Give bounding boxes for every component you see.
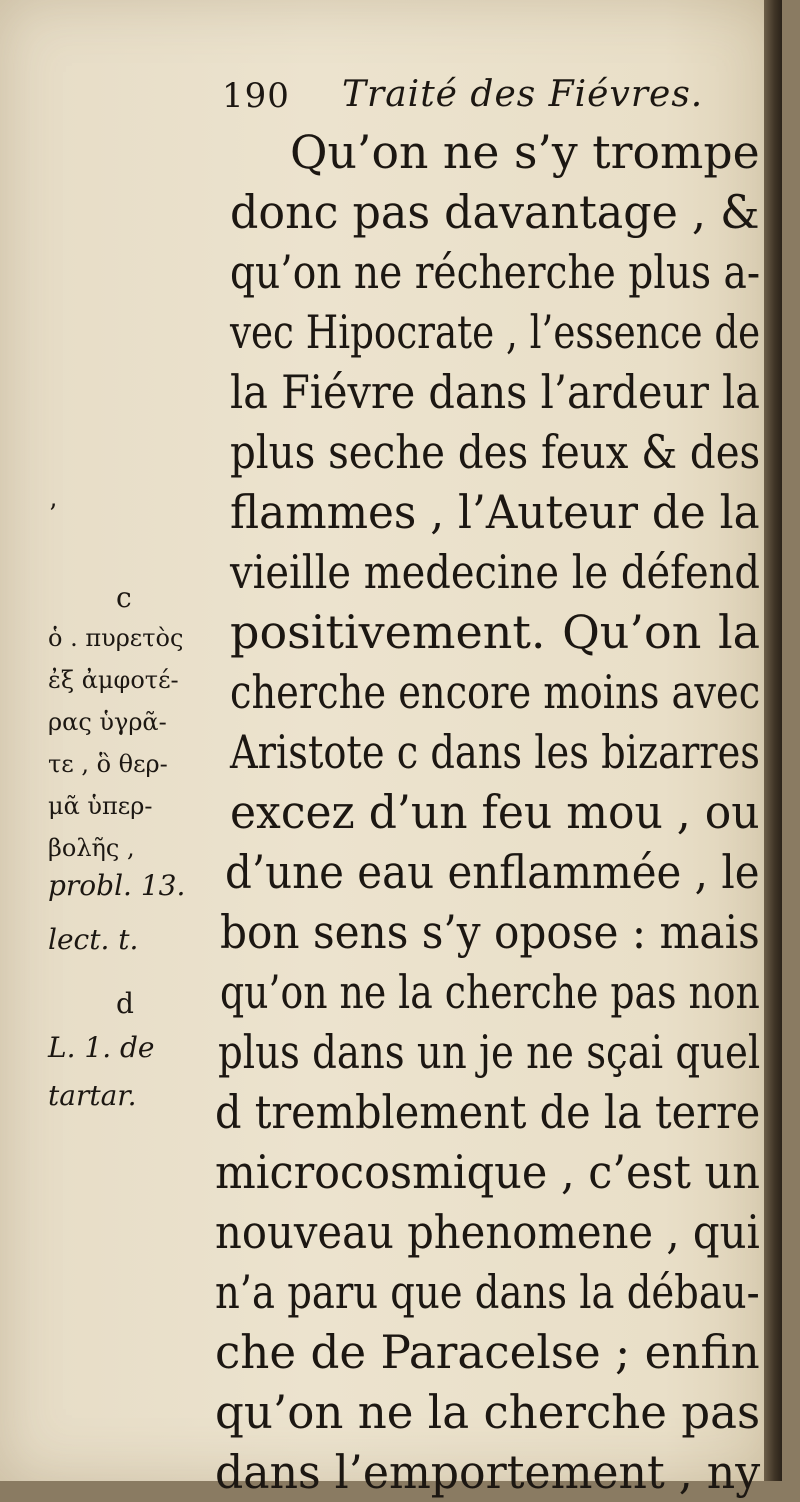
text-line: plus seche des feux & des [230, 425, 761, 479]
text-line: qu’on ne la cherche pas non [220, 965, 760, 1019]
running-title: Traité des Fiévres. [342, 74, 704, 115]
text-line: donc pas davantage , & [230, 185, 760, 239]
text-line: qu’on ne récherche plus a- [230, 245, 761, 299]
text-line: dans l’emportement , ny [215, 1445, 761, 1499]
text-line: qu’on ne la cherche pas [215, 1385, 761, 1439]
margin-note: L. 1. de [48, 1031, 155, 1064]
margin-note: tartar. [48, 1079, 137, 1112]
ink-mark: ʼ [48, 500, 57, 530]
page-number: 190 [222, 76, 290, 116]
margin-note: ἐξ ἀμφοτέ- [48, 666, 179, 694]
text-line: flammes , l’Auteur de la [230, 485, 760, 539]
text-line: nouveau phenomene , qui [215, 1205, 760, 1259]
text-line: vieille medecine le défend [230, 545, 760, 599]
text-line: che de Paracelse ; enfin [215, 1325, 760, 1379]
margin-note: τε , ὃ θερ- [48, 750, 168, 778]
page-header [222, 72, 704, 122]
margin-note: βολῆς , [48, 834, 135, 862]
text-line: vec Hipocrate , l’essence de [230, 305, 761, 359]
text-line: Aristote c dans les bizarres [230, 725, 760, 779]
text-line: plus dans un je ne sçai quel [218, 1025, 761, 1079]
text-line: n’a paru que dans la débau- [215, 1265, 760, 1319]
margin-note: μᾶ ὑπερ- [48, 792, 153, 820]
text-line: Qu’on ne s’y trompe [290, 125, 760, 179]
margin-note: lect. t. [48, 923, 139, 956]
text-line: la Fiévre dans l’ardeur la [230, 365, 760, 419]
text-line: positivement. Qu’on la [230, 605, 761, 659]
text-line: excez d’un feu mou , ou [230, 785, 760, 839]
text-line: microcosmique , c’est un [215, 1145, 760, 1199]
book-gutter [764, 0, 782, 1481]
text-line: cherche encore moins avec [230, 665, 761, 719]
margin-note: ρας ὑγρᾶ- [48, 708, 167, 736]
margin-note: ὁ . πυρετὸς [48, 624, 184, 652]
margin-note: c [116, 581, 132, 614]
margin-note: probl. 13. [48, 869, 186, 902]
text-line: d tremblement de la terre [215, 1085, 761, 1139]
text-line: d’une eau enflammée , le [225, 845, 760, 899]
margin-note: d [116, 987, 134, 1020]
text-line: bon sens s’y opose : mais [220, 905, 760, 959]
